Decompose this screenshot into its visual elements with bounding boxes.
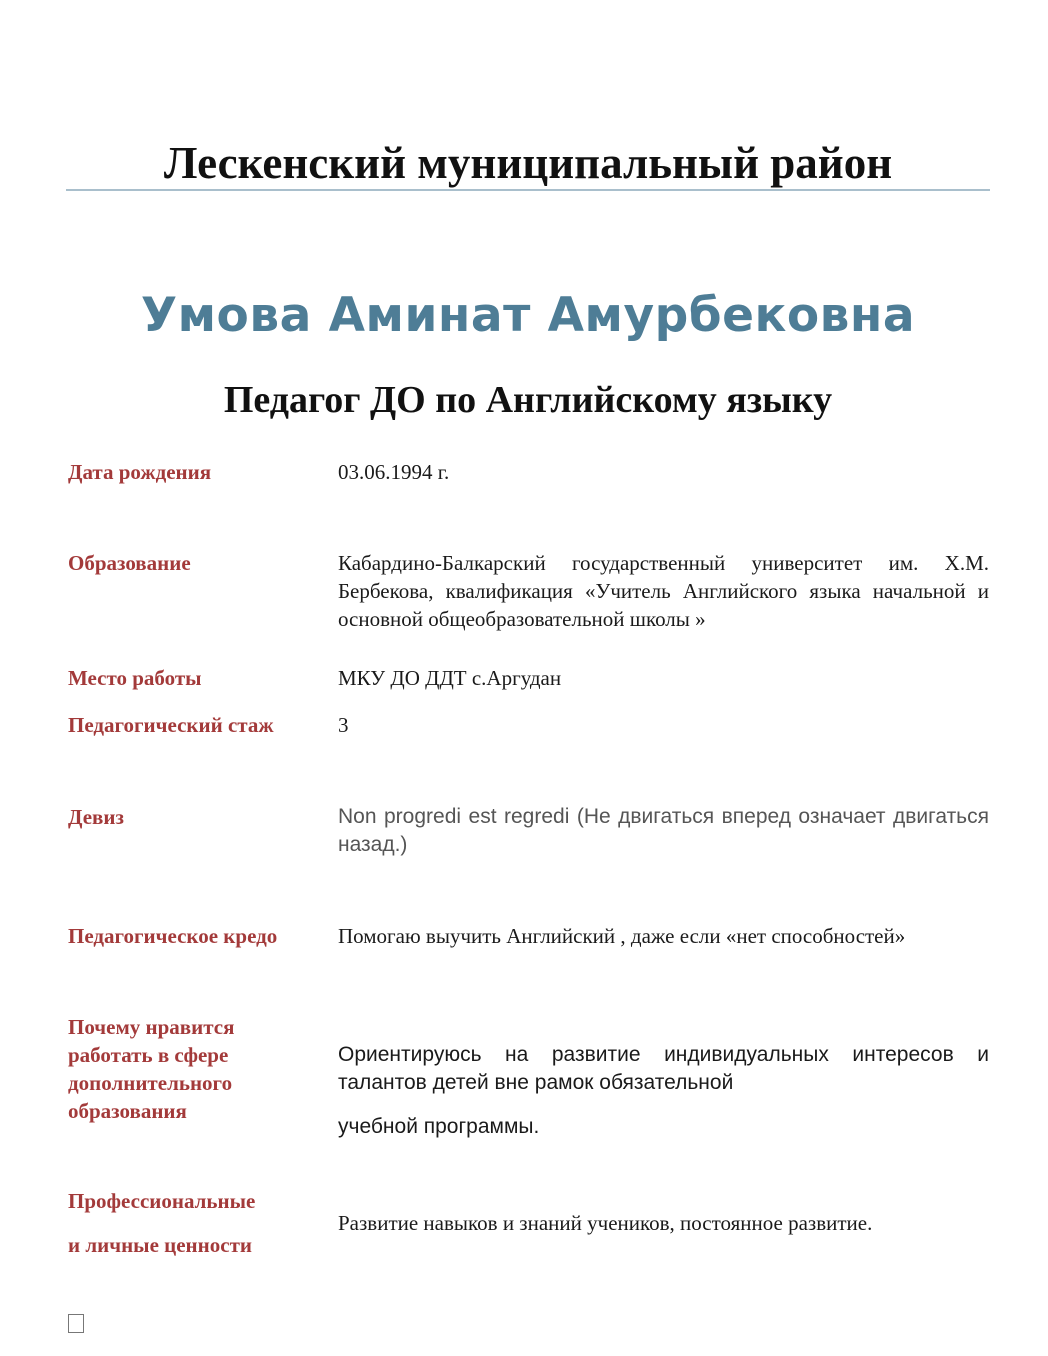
position-title: Педагог ДО по Английскому языку [223, 379, 833, 421]
values-value: Развитие навыков и знаний учеников, постоянное развитие. [338, 1211, 873, 1235]
birth-date-value: 03.06.1994 г. [338, 460, 450, 484]
experience-label: Педагогический стаж [68, 713, 274, 737]
values-label-line-1: Профессиональные [68, 1189, 256, 1213]
values-label [68, 1187, 318, 1259]
why-value-line-1: Ориентируюсь на развитие индивидуальных интересов и талантов детей вне рамок обязательной [338, 1043, 989, 1094]
credo-label: Педагогическое кредо [68, 924, 278, 948]
person-name: Умова Аминат Амурбековна [140, 288, 916, 343]
education-label: Образование [68, 551, 191, 575]
why-value-line-2: учебной программы. [338, 1115, 540, 1138]
motto-label: Девиз [68, 805, 124, 829]
why-value [338, 1041, 989, 1141]
experience-value: 3 [338, 713, 349, 737]
title-divider [66, 189, 990, 191]
education-value: Кабардино-Балкарский государственный университет им. Х.М. Бербекова, квалификация «Учитель Английского языка начальной и основной общеобразовательной школы » [338, 551, 989, 631]
values-label-line-2: и личные ценности [68, 1233, 252, 1257]
credo-value: Помогаю выучить Английский , даже если «нет способностей» [338, 924, 906, 948]
birth-date-label: Дата рождения [68, 460, 212, 484]
why-label: Почему нравится работать в сфере дополнительного образования [68, 1015, 235, 1123]
workplace-label: Место работы [68, 666, 202, 690]
workplace-value: МКУ ДО ДДТ с.Аргудан [338, 666, 562, 690]
district-title: Лескенский муниципальный район [163, 138, 893, 188]
motto-value: Non progredi est regredi (Не двигаться вперед означает двигаться назад.) [338, 805, 989, 856]
placeholder-box-icon [68, 1314, 84, 1333]
